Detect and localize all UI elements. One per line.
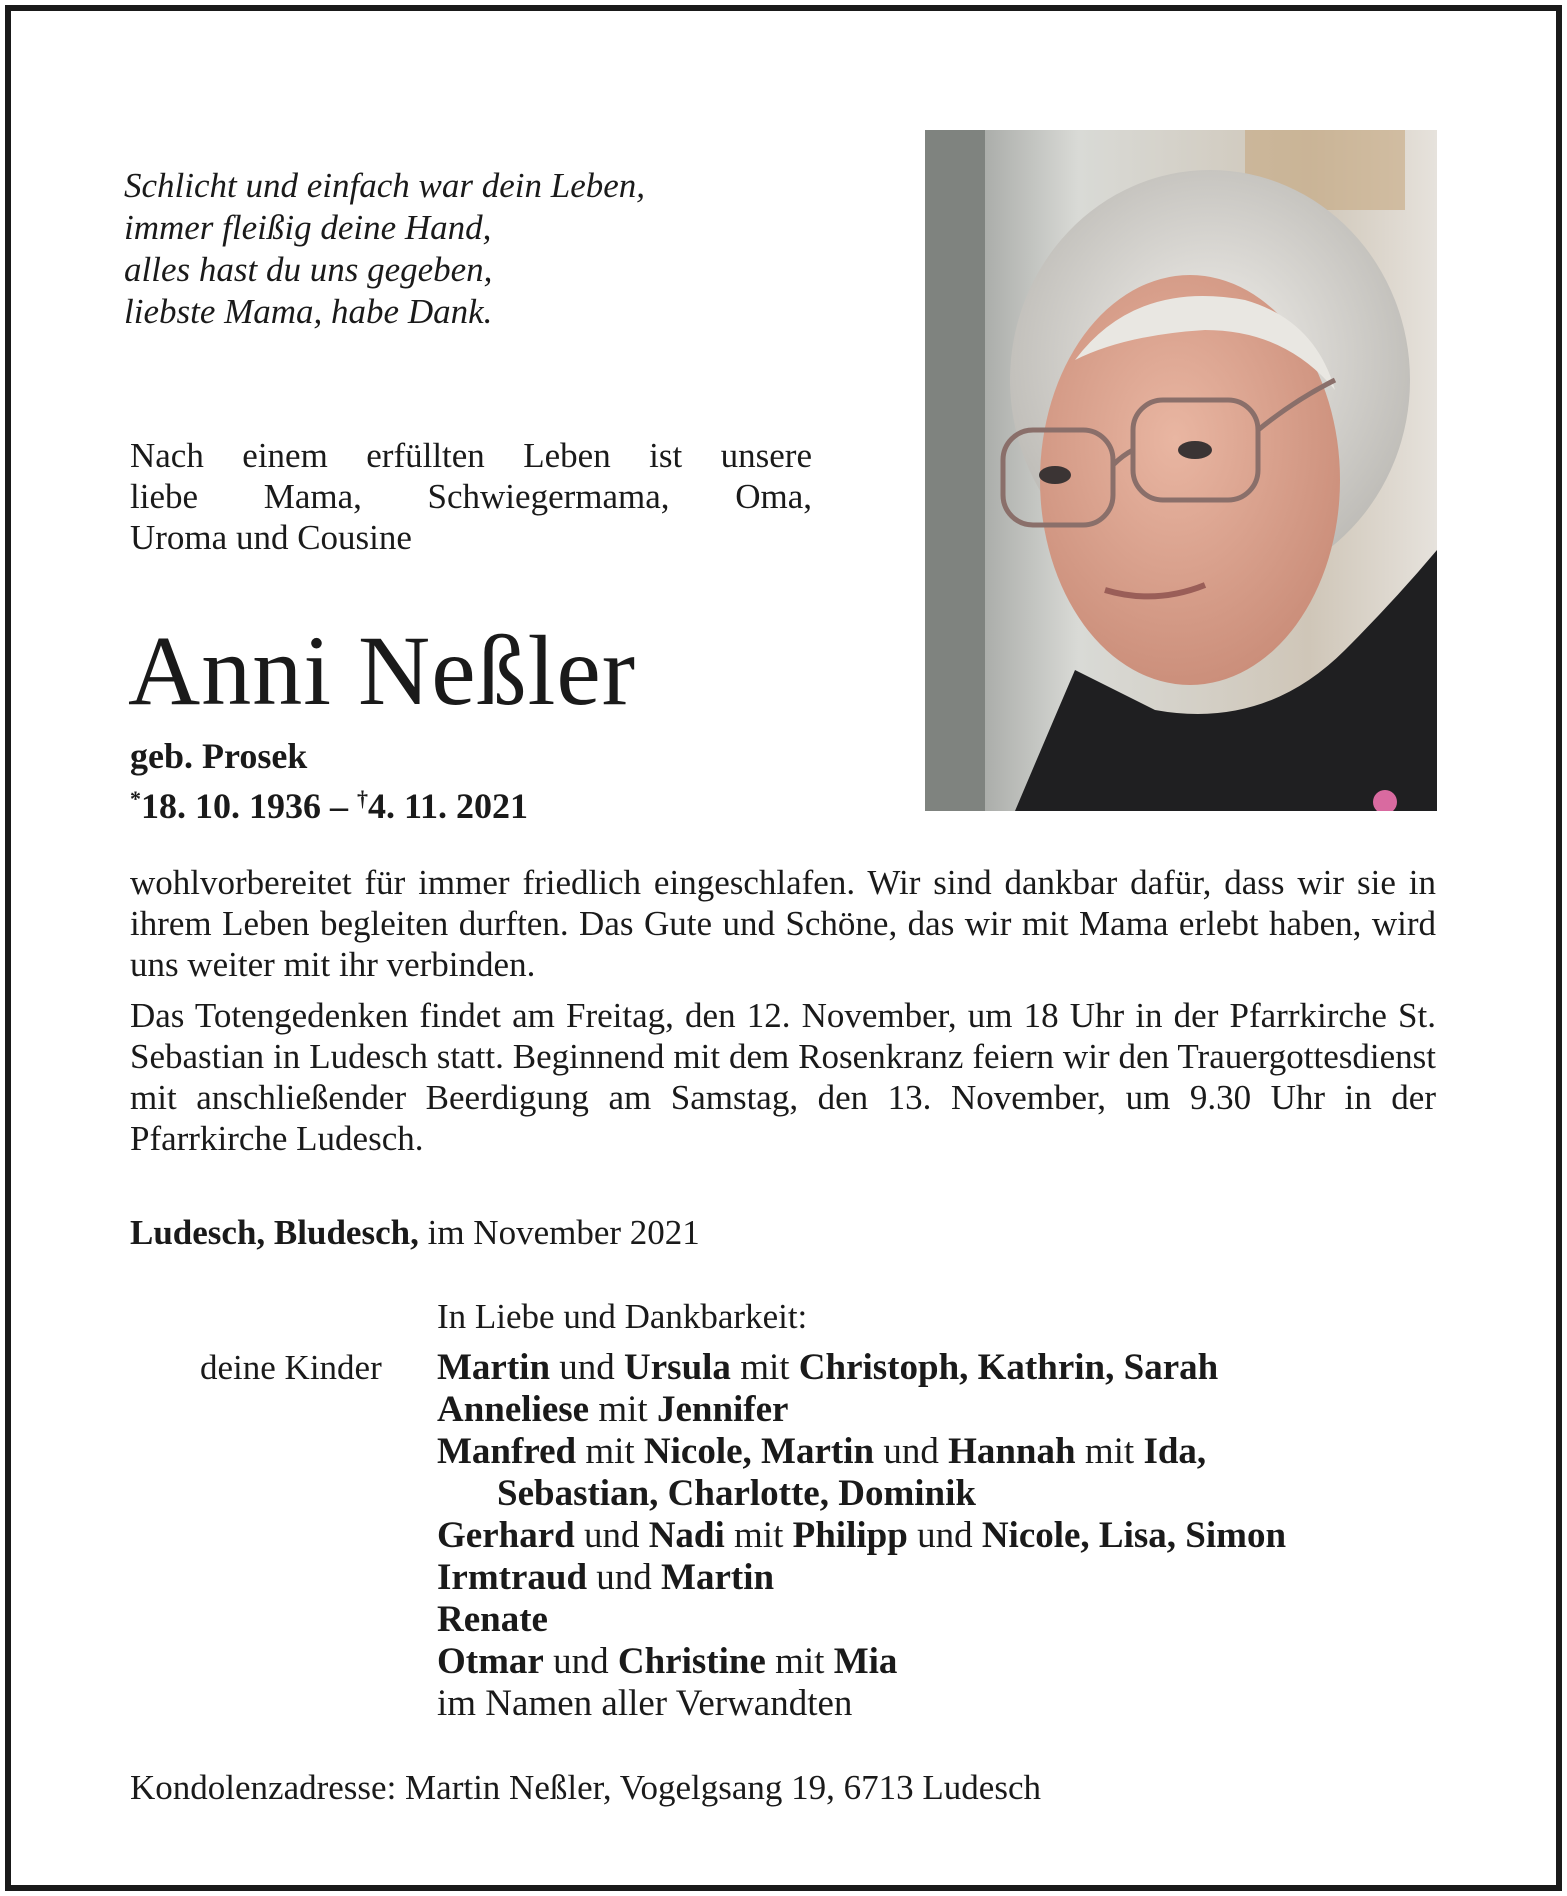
connector-text: und [550,1347,625,1388]
intro-line: Uroma und Cousine [130,518,412,557]
maiden-name: geb. Prosek [130,736,308,776]
deceased-name: Anni Neßler [128,615,637,726]
signature-heading: In Liebe und Dankbarkeit: [437,1297,808,1336]
family-name: Anneliese [437,1389,590,1430]
family-name: Martin [661,1557,775,1598]
body-text [130,862,1436,1159]
connector-text: und [874,1431,949,1472]
connector-text: mit [589,1389,657,1430]
life-dates [130,777,528,828]
connector-text: und [574,1515,649,1556]
signature-line [437,1557,1286,1599]
place-names: Ludesch, Bludesch, [130,1213,419,1252]
month-year: im November 2021 [418,1213,700,1252]
connector-text: und [587,1557,662,1598]
family-name: Ursula [624,1347,731,1388]
birth-symbol: * [130,786,141,811]
connector-text: mit [1075,1431,1144,1472]
poem-line: Schlicht und einfach war dein Leben, [124,166,646,205]
signature-line [437,1641,1286,1683]
signature-line [437,1389,1286,1431]
death-date: 4. 11. 2021 [368,786,529,826]
family-name: Otmar [437,1641,544,1682]
connector-text: mit [730,1347,799,1388]
signature-line [437,1431,1286,1473]
poem-line: immer fleißig deine Hand, [124,208,492,247]
family-name: Christine [617,1641,766,1682]
family-name: Nicole, Lisa, Simon [981,1515,1287,1556]
connector-text: und [907,1515,982,1556]
intro-text [130,435,812,558]
connector-text: mit [576,1431,644,1472]
family-name: Martin [437,1347,551,1388]
family-name: Sebastian, Charlotte, Dominik [497,1473,976,1514]
signature-line [437,1473,1286,1515]
family-name: Manfred [437,1431,577,1472]
family-name: Philipp [792,1515,908,1556]
signature-line [437,1515,1286,1557]
signature-list [437,1347,1286,1725]
children-label: deine Kinder [200,1348,382,1387]
portrait-illustration [925,130,1437,811]
condolence-address: Kondolenzadresse: Martin Neßler, Vogelgsang 19, 6713 Ludesch [130,1768,1041,1807]
family-name: Nicole, Martin [643,1431,875,1472]
intro-line: liebe Mama, Schwiegermama, Oma, [130,477,812,516]
family-name: Christoph, Kathrin, Sarah [798,1347,1219,1388]
connector-text: im Namen aller Verwandten [437,1683,853,1724]
intro-line: Nach einem erfüllten Leben ist unsere [130,436,812,475]
connector-text: und [543,1641,618,1682]
poem [124,165,645,333]
birth-date: 18. 10. 1936 [141,786,321,826]
family-name: Irmtraud [437,1557,588,1598]
poem-line: alles hast du uns gegeben, [124,250,493,289]
family-name: Nadi [648,1515,725,1556]
signature-line [437,1683,1286,1725]
date-dash: – [321,786,357,826]
body-paragraph: wohlvorbereitet für immer friedlich eingeschlafen. Wir sind dankbar dafür, dass wir sie in ihrem Leben begleiten durften. Das Gute und Schöne, das wir mit Mama erlebt haben, wird uns weiter mit ihr verbinden. [130,863,1436,984]
signature-line [437,1347,1286,1389]
death-symbol: † [357,786,368,811]
family-name: Jennifer [656,1389,789,1430]
connector-text: mit [765,1641,834,1682]
poem-line: liebste Mama, habe Dank. [124,292,493,331]
family-name: Renate [437,1599,548,1640]
family-name: Ida, [1143,1431,1207,1472]
body-paragraph: Das Totengedenken findet am Freitag, den 12. November, um 18 Uhr in der Pfarrkirche St. Sebastian in Ludesch statt. Beginnend mit dem Rosenkranz feiern wir den Trauergottesdienst mit anschließender Beerdigung am Samstag, den 13. November, um 9.30 Uhr in der Pfarrkirche Ludesch. [130,996,1436,1158]
family-name: Gerhard [437,1515,575,1556]
signature-line [437,1599,1286,1641]
place-date [130,1212,700,1254]
family-name: Hannah [948,1431,1076,1472]
family-name: Mia [833,1641,898,1682]
connector-text: mit [724,1515,793,1556]
portrait-photo [925,130,1437,811]
